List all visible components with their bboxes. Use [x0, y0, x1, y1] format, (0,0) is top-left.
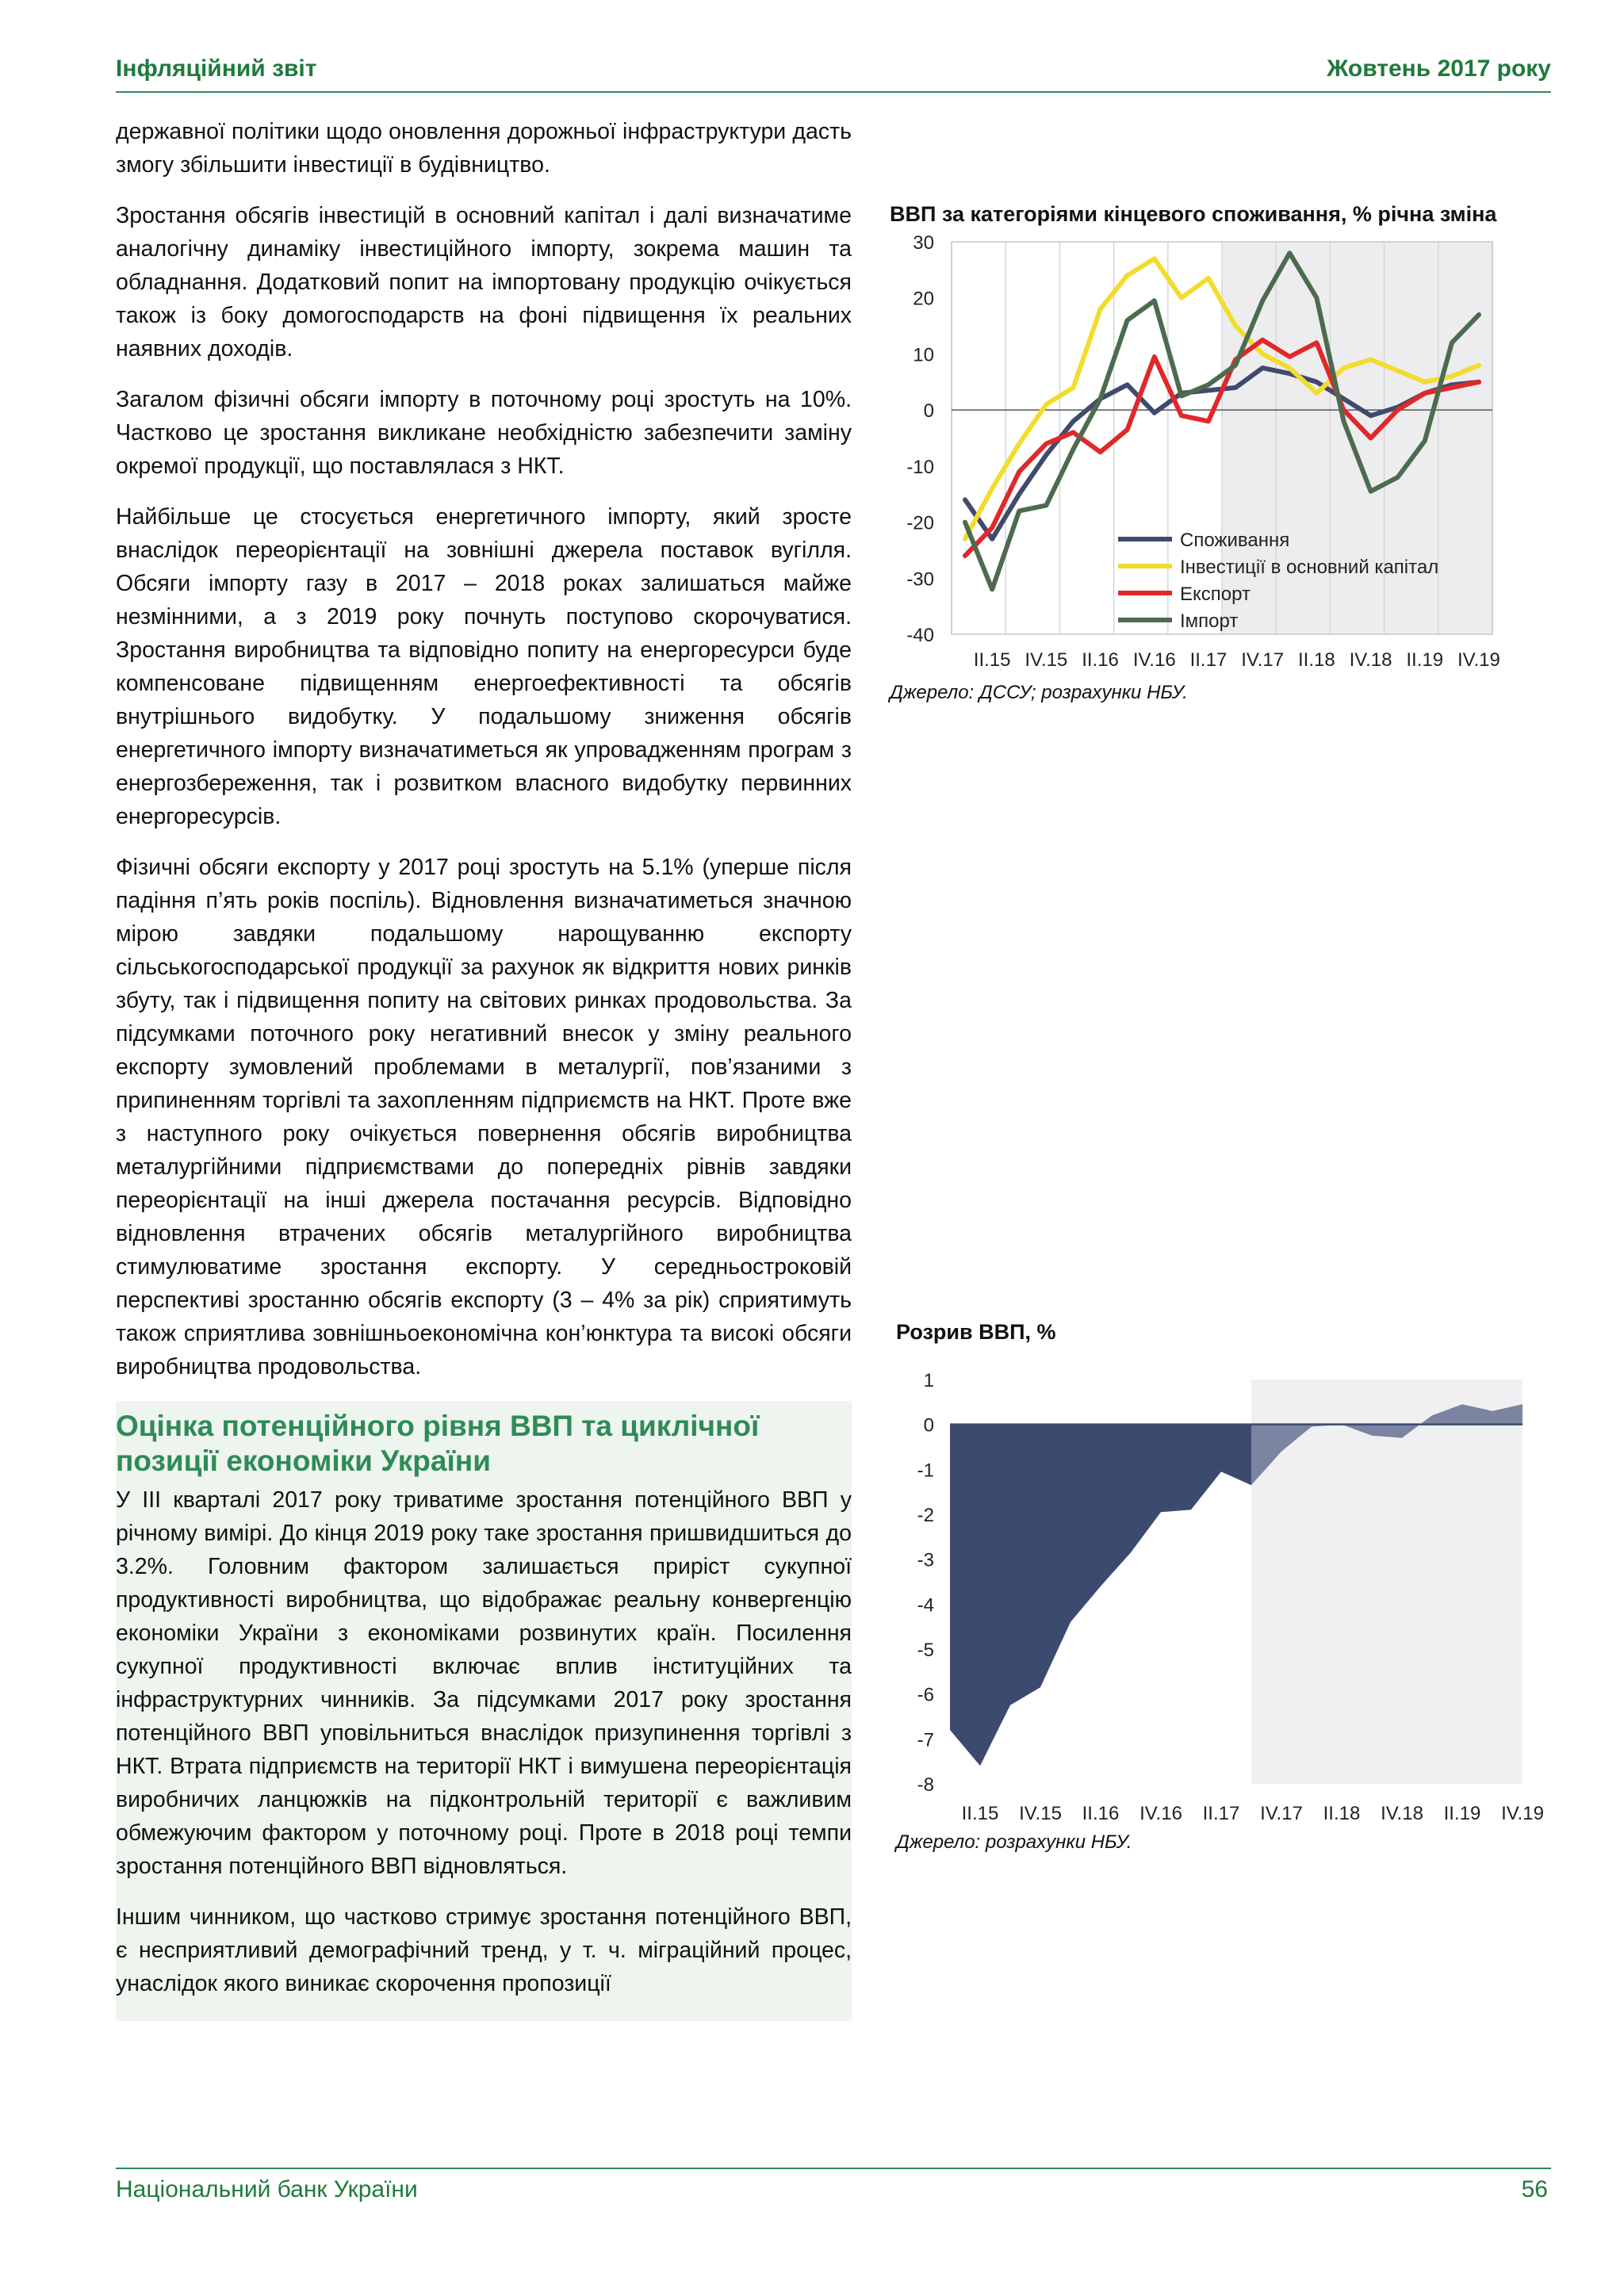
legend-label: Експорт — [1180, 584, 1251, 605]
x-tick-label: IV.17 — [1241, 649, 1285, 671]
header-report-title: Інфляційний звіт — [116, 55, 317, 82]
x-tick-label: IV.18 — [1349, 649, 1392, 671]
chart-title: Розрив ВВП, % — [896, 1320, 1056, 1344]
area-chart — [880, 1356, 1544, 1824]
x-tick-label: II.15 — [973, 649, 1011, 671]
paragraph: Зростання обсягів інвестицій в основний капітал і далі визначатиме аналогічну динаміку інвестиційного імпорту, зокрема машин та обладнання. Додатковий попит на імпортовану продукцію очікується також із боку домогосподарств на фоні підвищення їх реальних наявних доходів. — [116, 203, 852, 362]
paragraph: У ІІІ кварталі 2017 року триватиме зростання потенційного ВВП у річному вимірі. До кінця 2019 року таке зростання пришвидшиться до 3.2%. Головним фактором залишається приріст сукупної продуктивності виробництва, що відображає реальну конвергенцію економіки України з економіками розвинутих країн. Посилення сукупної продуктивності включає вплив інституційних та інфраструктурних чинників. За підсумками 2017 року зростання потенційного ВВП уповільниться внаслідок призупинення торгівлі з НКТ. Втрата підприємств на території НКТ і вимушена переорієнтація виробничих ланцюжків на підконтрольній території є важливим обмежуючим фактором у поточному році. Проте в 2018 році темпи зростання потенційного ВВП відновляться. — [116, 1487, 852, 1879]
x-tick-label: II.17 — [1189, 649, 1228, 671]
paragraph: Фізичні обсяги експорту у 2017 році зростуть на 5.1% (уперше після падіння п’ять років поспіль). Відновлення визначатиметься значною мірою завдяки подальшому нарощуванню експорту сільськогосподарської продукції за рахунок як відкриття нових ринків збуту, так і підвищення попиту на світових ринках продовольства. За підсумками поточного року негативний внесок у зміну реального експорту зумовлений проблемами в металургії, пов’язаними з припиненням торгівлі та захопленням підприємств на НКТ. Проте вже з наступного року очікується повернення обсягів виробництва металургійними підприємствами до попередніх рівнів завдяки переорієнтації на інші джерела постачання ресурсів. Відповідно відновлення втрачених обсягів металургійного виробництва стимулюватиме зростання експорту. У середньостроковій перспективі зростанню обсягів експорту (3 – 4% за рік) сприятимуть також сприятлива зовнішньоекономічна кон’юнктура та високі обсяги виробництва продовольства. — [116, 855, 852, 1380]
paragraph: Найбільше це стосується енергетичного імпорту, який зросте внаслідок переорієнтації на зовнішні джерела поставок вугілля. Обсяги імпорту газу в 2017 – 2018 роках залишаться майже незмінними, а з 2019 року почнуть поступово скорочуватися. Зростання виробництва та відповідно попиту на енергоресурси буде компенсоване підвищенням енергоефективності та обсягів внутрішнього видобутку. У подальшому зниження обсягів енергетичного імпорту визначатиметься як упровадженням програм з енергозбереження, так і розвитком власного видобутку первинних енергоресурсів. — [116, 504, 852, 829]
chart-title: ВВП за категоріями кінцевого споживання, % річна зміна — [890, 202, 1497, 226]
x-tick-label: IV.17 — [1260, 1803, 1303, 1824]
x-tick-label: IV.18 — [1381, 1803, 1423, 1824]
x-tick-label: II.18 — [1323, 1803, 1361, 1824]
y-tick-label: -5 — [917, 1640, 934, 1661]
line-chart — [880, 226, 1515, 686]
x-tick-label: IV.15 — [1019, 1803, 1062, 1824]
y-tick-label: -20 — [906, 512, 934, 534]
page-number: 56 — [1521, 2176, 1548, 2202]
gap-area-history — [950, 1425, 1251, 1766]
chart-source: Джерело: ДССУ; розрахунки НБУ. — [890, 682, 1188, 703]
header-report-date: Жовтень 2017 року — [1327, 55, 1551, 82]
y-tick-label: 20 — [913, 288, 934, 310]
y-tick-label: -30 — [906, 568, 934, 591]
x-tick-label: II.18 — [1297, 649, 1335, 671]
footer-institution: Національний банк України — [116, 2176, 418, 2202]
section-box — [116, 1401, 852, 2021]
chart-source: Джерело: розрахунки НБУ. — [896, 1831, 1132, 1853]
footer-divider — [116, 2168, 1551, 2169]
x-tick-label: IV.16 — [1139, 1803, 1182, 1824]
x-tick-label: II.19 — [1406, 649, 1444, 671]
y-tick-label: -10 — [906, 456, 934, 478]
y-tick-label: 0 — [923, 1414, 934, 1437]
y-tick-label: -6 — [917, 1684, 934, 1706]
y-tick-label: -3 — [917, 1549, 934, 1571]
y-tick-label: 30 — [913, 232, 934, 254]
x-tick-label: II.17 — [1202, 1803, 1240, 1824]
y-tick-label: -4 — [917, 1594, 934, 1617]
y-tick-label: -40 — [906, 625, 934, 646]
section-heading: Оцінка потенційного рівня ВВП та циклічної позиції економіки України — [116, 1410, 760, 1477]
y-tick-label: 1 — [923, 1370, 934, 1391]
x-tick-label: II.15 — [961, 1803, 999, 1824]
x-tick-label: IV.19 — [1457, 649, 1500, 671]
y-tick-label: -2 — [917, 1505, 934, 1526]
x-tick-label: IV.15 — [1025, 649, 1068, 671]
paragraph: державної політики щодо оновлення дорожньої інфраструктури дасть змогу збільшити інвестиції в будівництво. — [116, 119, 852, 178]
main-text-column — [116, 115, 852, 2021]
legend-label: Імпорт — [1180, 610, 1239, 632]
y-tick-label: -8 — [917, 1774, 934, 1796]
legend-label: Інвестиції в основний капітал — [1180, 557, 1439, 578]
legend-label: Споживання — [1180, 530, 1290, 551]
x-tick-label: IV.19 — [1501, 1803, 1544, 1824]
header-divider — [116, 91, 1551, 93]
paragraph: Іншим чинником, що частково стримує зростання потенційного ВВП, є несприятливий демографічний тренд, у т. ч. міграційний процес, унаслідок якого виникає скорочення пропозиції — [116, 1904, 852, 1996]
y-tick-label: -7 — [917, 1729, 934, 1751]
x-tick-label: IV.16 — [1132, 649, 1176, 671]
y-tick-label: -1 — [917, 1460, 934, 1482]
y-tick-label: 0 — [923, 400, 934, 423]
x-tick-label: II.19 — [1443, 1803, 1481, 1824]
paragraph: Загалом фізичні обсяги імпорту в поточному році зростуть на 10%. Частково це зростання викликане необхідністю забезпечити заміну окремої продукції, що поставлялася з НКТ. — [116, 387, 852, 479]
x-tick-label: II.16 — [1082, 1803, 1120, 1824]
y-tick-label: 10 — [913, 344, 934, 366]
x-tick-label: II.16 — [1082, 649, 1119, 671]
